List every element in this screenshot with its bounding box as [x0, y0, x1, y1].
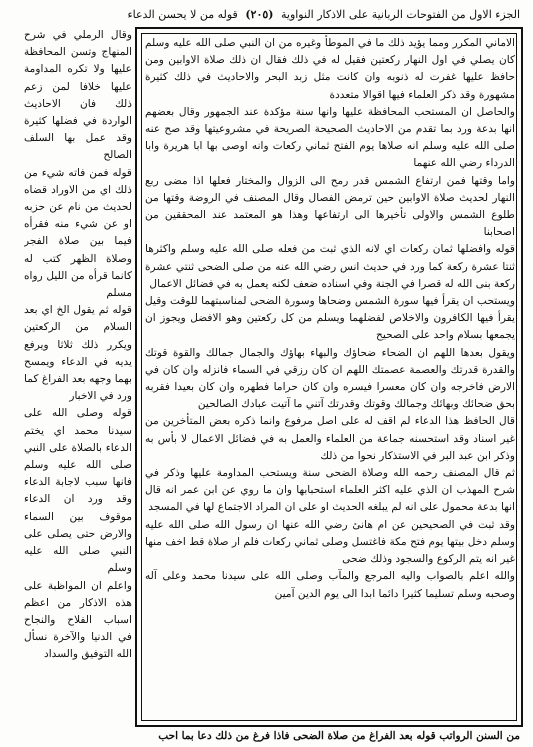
main-paragraph: ويقول بعدها اللهم ان الضحاء ضحاؤك والبهاء بهاؤك والجمال جمالك والقوة قوتك والقدرة قدرتك والعصمة عصمتك اللهم ان كان رزقي في السماء فانزله وان كان في الارض فاخرجه وان كان معسرا فيسره وان كان حراما فطهره وان كان بعيدا فقربه بحق ضحائك وبهائك وجمالك وقوتك وقدرتك آتني ما آتيت عبادك الصالحين — [145, 346, 515, 411]
main-paragraph: والله اعلم بالصواب واليه المرجع والمآب وصلى الله على سيدنا محمد وعلى آله وصحبه وسلم تسليما كثيرا دائما ابدا الى يوم الدين آمين — [145, 570, 515, 600]
main-paragraph: واما وقتها فمن ارتفاع الشمس قدر رمح الى الزوال والمختار فعلها اذا مضى ربع النهار لحديث صلاة الاوابين حين ترمض الفصال وقال المصنف في الروضة وقتها من طلوع الشمس والاولى تأخيرها الى ارتفاعها وهذا هو المعتمد عند المحققين من اصحابنا — [145, 174, 515, 239]
header-text-left: قوله من لا يحسن الدعاء — [127, 8, 238, 21]
main-paragraph: ثم قال المصنف رحمه الله وصلاة الضحى سنة ويستحب المداومة عليها وذكر في شرح المهذب ان الذي عليه اكثر العلماء استحبابها وان ما روي عن ابن عمر انه قال انها بدعة محمول على انه لم يبلغه الحديث او على ان المراد الاجتماع لها في المسجد — [145, 467, 515, 514]
margin-paragraph: قوله ثم يقول الخ اي بعد السلام من الركعتين ويكرر ذلك ثلاثا ويرفع يديه في الدعاء ويمسح بهما وجهه بعد الفراغ كما ورد في الاخبار — [24, 304, 132, 403]
main-paragraph: قوله وافضلها ثمان ركعات اي لانه الذي ثبت من فعله صلى الله عليه وسلم واكثرها ثنتا عشرة ركعة كما ورد في حديث انس رضي الله عنه من صلى الضحى ثنتي عشرة ركعة بنى الله له قصرا في الجنة وفي اسناده ضعف لكنه يعمل به في فضائل الاعمال — [145, 243, 515, 290]
main-paragraph: وقد ثبت في الصحيحين عن ام هانئ رضي الله عنها ان رسول الله صلى الله عليه وسلم دخل بيتها يوم فتح مكة فاغتسل وصلى ثماني ركعات فلم ار صلاة قط اخف منها غير انه يتم الركوع والسجود وذلك ضحى — [145, 518, 515, 566]
running-header — [10, 5, 520, 25]
margin-paragraph: وقال الرملي في شرح المنهاج وتسن المحافظة عليها ولا تكره المداومة عليها خلافا لمن زعم ذلك فان الاحاديث الواردة في فضلها كثيرة وقد عمل بها السلف الصالح — [24, 29, 132, 162]
margin-paragraph: قوله وصلى الله على سيدنا محمد اي يختم الدعاء بالصلاة على النبي صلى الله عليه وسلم فانها سبب لاجابة الدعاء وقد ورد ان الدعاء موقوف بين السماء والارض حتى يصلى على النبي صلى الله عليه وسلم — [24, 407, 132, 575]
main-paragraph: الاماني المكرر ومما يؤيد ذلك ما في الموطأ وغيره من ان النبي صلى الله عليه وسلم كان يصلي في اول النهار ركعتين فقيل له في ذلك فقال ان ذلك صلاة الاوابين ومن حافظ عليها غفرت له ذنوبه وان كانت مثل زبد البحر والاحاديث في ذلك كثيرة مشهورة وقد ذكر العلماء فيها اقوالا متعددة — [145, 37, 515, 101]
margin-paragraph: واعلم ان المواظبة على هذه الاذكار من اعظم اسباب الفلاح والنجاح في الدنيا والآخرة نسأل الله التوفيق والسداد — [24, 579, 132, 661]
page-number: (٢٠٥) — [245, 8, 274, 21]
main-text-frame — [135, 27, 523, 727]
header-text-right: الجزء الاول من الفتوحات الربانية على الاذكار النواوية — [280, 8, 520, 21]
page-footer-line: من السنن الرواتب قوله بعد الفراغ من صلاة الضحى فاذا فرغ من ذلك دعا بما احب — [158, 730, 520, 742]
marginal-commentary — [24, 27, 132, 727]
main-paragraph: ويستحب ان يقرأ فيها سورة الشمس وضحاها وسورة الضحى لمناسبتهما للوقت وقيل يقرأ فيها الكافرون والاخلاص لفضلهما ويسلم من كل ركعتين وهو الافضل ويجوز ان يجمعها بسلام واحد على الصحيح — [145, 295, 515, 342]
main-paragraph: قال الحافظ هذا الدعاء لم اقف له على اصل مرفوع وانما ذكره بعض المتأخرين من غير اسناد وقد استحسنه جماعة من العلماء والعمل به في فضائل الاعمال لا بأس به وذكر ابن عبد البر في الاستذكار نحوا من ذلك — [145, 415, 515, 462]
main-paragraph: والحاصل ان المستحب المحافظة عليها وانها سنة مؤكدة عند الجمهور وقال بعضهم انها بدعة ورد بما تقدم من الاحاديث الصحيحة الصريحة في مشروعيتها وقد صح عنه صلى الله عليه وسلم انه صلاها يوم الفتح ثماني ركعات وانه اوصى بها ابا هريرة وابا الدرداء رضي الله عنهما — [145, 105, 515, 170]
main-text-body — [145, 35, 515, 715]
margin-paragraph: قوله فمن فاته شيء من ذلك اي من الاوراد قضاه لحديث من نام عن حزبه او عن شيء منه فقرأه فيما بين صلاة الفجر وصلاة الظهر كتب له كانما قرأه من الليل رواه مسلم — [24, 166, 132, 300]
